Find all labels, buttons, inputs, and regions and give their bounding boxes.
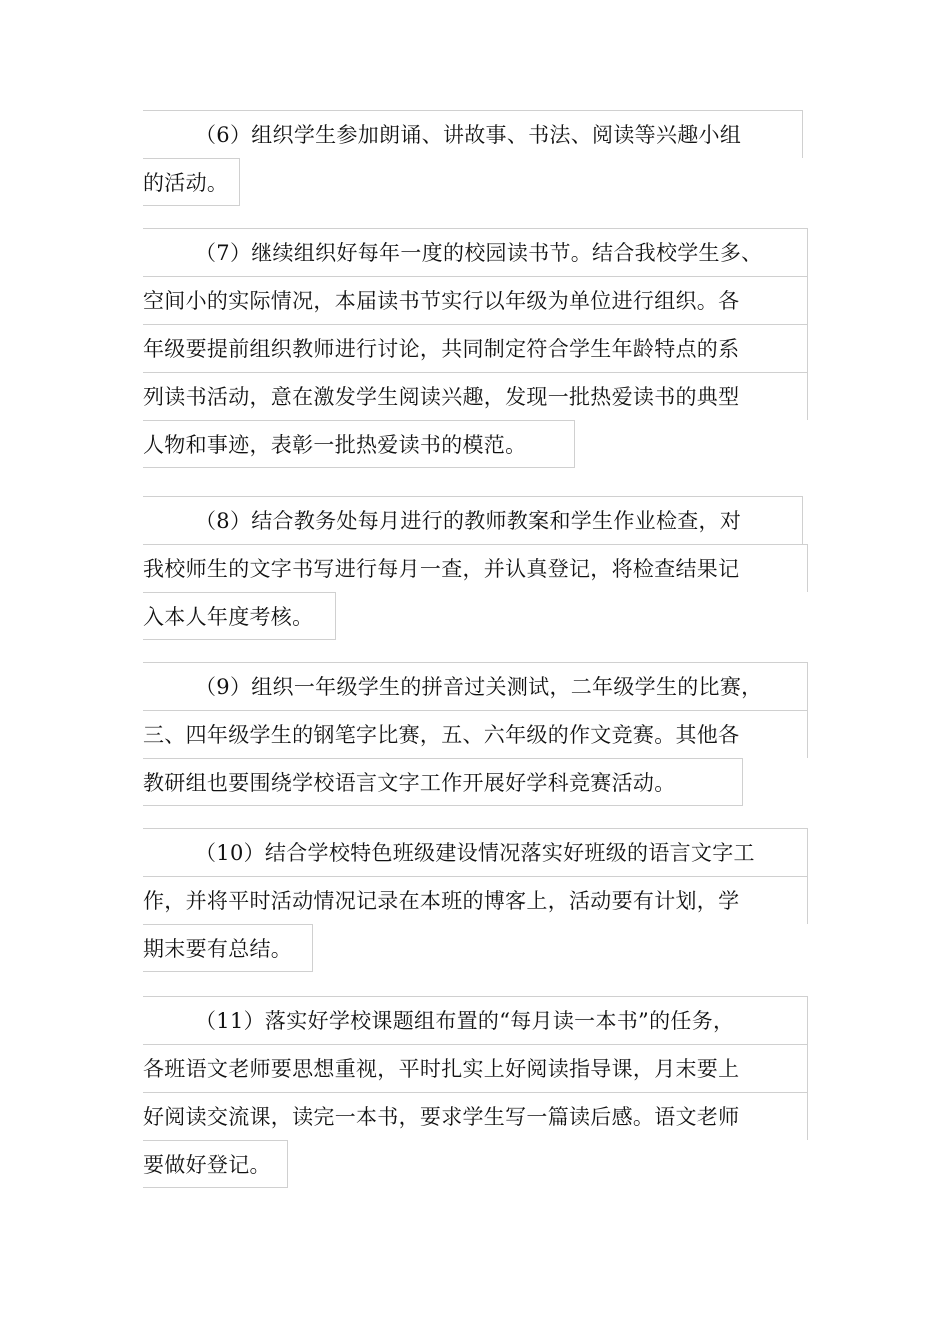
- paragraph-line: 年级要提前组织教师进行讨论，共同制定符合学生年龄特点的系: [143, 324, 808, 372]
- paragraph-line: 我校师生的文字书写进行每月一查，并认真登记，将检查结果记: [143, 544, 808, 592]
- paragraph-line: 各班语文老师要思想重视，平时扎实上好阅读指导课，月末要上: [143, 1044, 808, 1092]
- paragraph-8: [143, 496, 808, 640]
- paragraph-line: 的活动。: [143, 158, 240, 206]
- paragraph-line: 空间小的实际情况，本届读书节实行以年级为单位进行组织。各: [143, 276, 808, 324]
- paragraph-line: 要做好登记。: [143, 1140, 288, 1188]
- paragraph-line: （6）组织学生参加朗诵、讲故事、书法、阅读等兴趣小组: [143, 110, 803, 158]
- paragraph-line: 好阅读交流课，读完一本书，要求学生写一篇读后感。语文老师: [143, 1092, 808, 1140]
- paragraph-line: 期末要有总结。: [143, 924, 313, 972]
- paragraph-line: （10）结合学校特色班级建设情况落实好班级的语言文字工: [143, 828, 808, 876]
- paragraph-line: 三、四年级学生的钢笔字比赛，五、六年级的作文竞赛。其他各: [143, 710, 808, 758]
- paragraph-line: （8）结合教务处每月进行的教师教案和学生作业检查，对: [143, 496, 803, 544]
- paragraph-7: [143, 228, 808, 468]
- paragraph-11: [143, 996, 808, 1188]
- paragraph-line: 入本人年度考核。: [143, 592, 336, 640]
- paragraph-line: 人物和事迹，表彰一批热爱读书的模范。: [143, 420, 575, 468]
- paragraph-line: 列读书活动，意在激发学生阅读兴趣，发现一批热爱读书的典型: [143, 372, 808, 420]
- paragraph-line: （9）组织一年级学生的拼音过关测试，二年级学生的比赛，: [143, 662, 808, 710]
- paragraph-10: [143, 828, 808, 972]
- paragraph-6: [143, 110, 808, 206]
- paragraph-line: 教研组也要围绕学校语言文字工作开展好学科竞赛活动。: [143, 758, 743, 806]
- paragraph-line: （11）落实好学校课题组布置的“每月读一本书”的任务，: [143, 996, 808, 1044]
- paragraph-line: 作，并将平时活动情况记录在本班的博客上，活动要有计划，学: [143, 876, 808, 924]
- paragraph-line: （7）继续组织好每年一度的校园读书节。结合我校学生多、: [143, 228, 808, 276]
- paragraph-9: [143, 662, 808, 806]
